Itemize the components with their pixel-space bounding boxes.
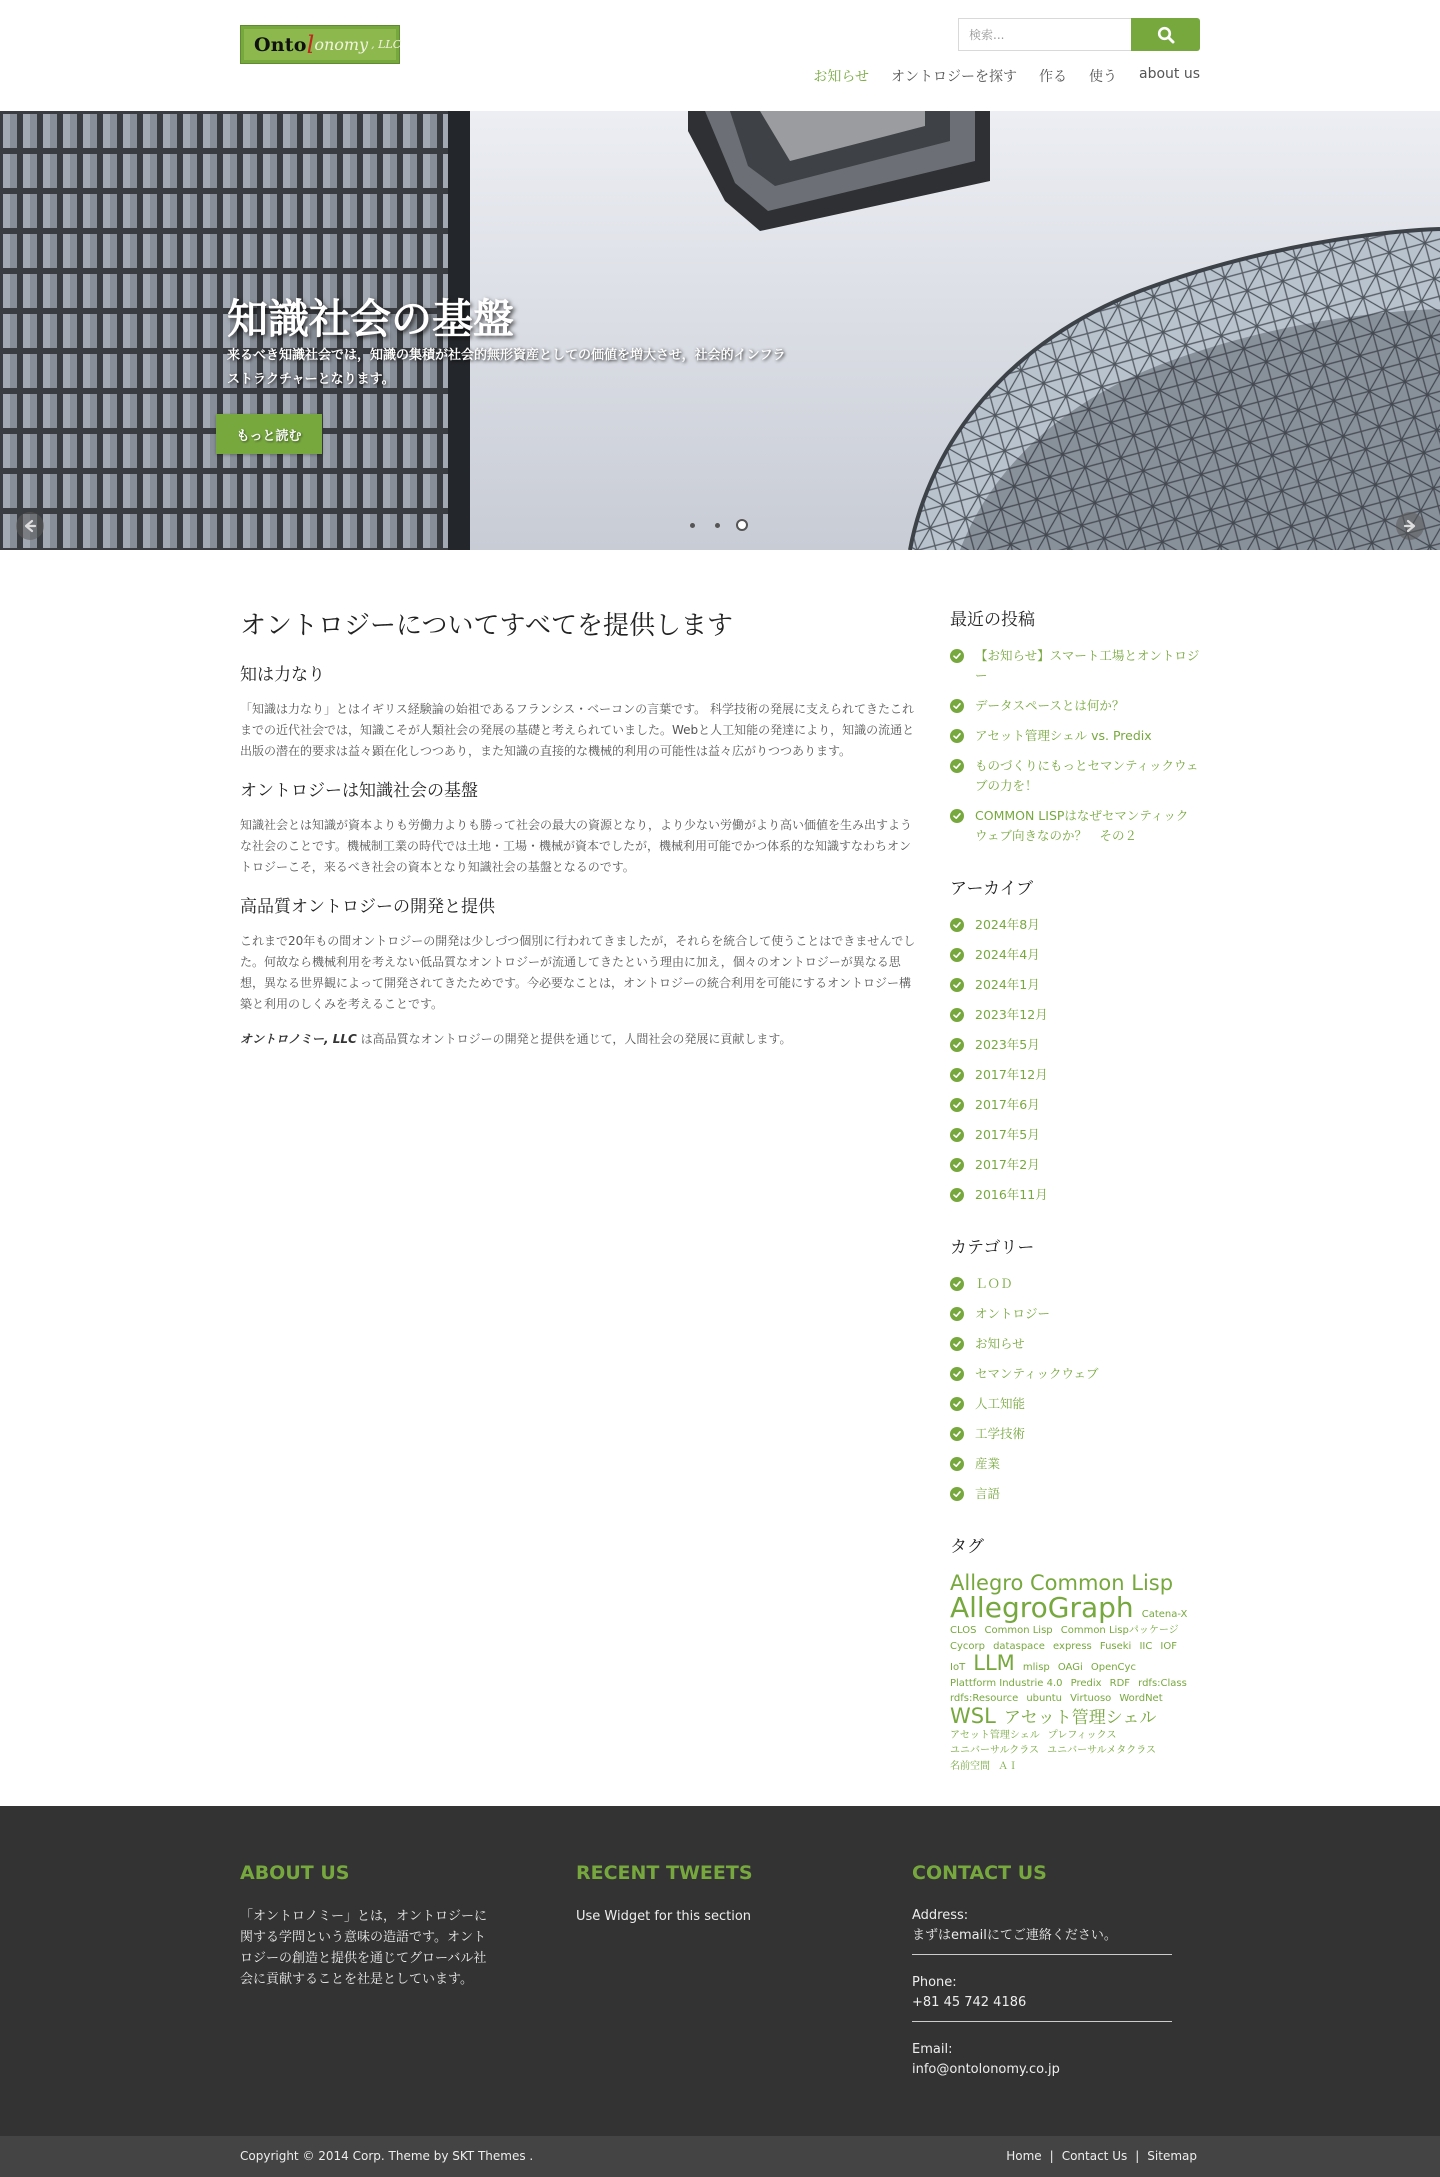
- check-circle-icon: [950, 1397, 964, 1411]
- tag-link[interactable]: rdfs:Class: [1138, 1677, 1187, 1689]
- link-separator: |: [1049, 2149, 1054, 2163]
- footer-contact: [912, 1862, 1172, 2106]
- logo-suffix-text: LLC: [378, 38, 402, 51]
- tags-widget: [950, 1532, 1200, 1773]
- recent-post-item[interactable]: [950, 806, 1200, 846]
- archive-item[interactable]: [950, 1185, 1200, 1205]
- arrow-left-icon: [22, 518, 38, 534]
- check-circle-icon: [950, 809, 964, 823]
- address-label: Address:: [912, 1908, 969, 1923]
- section-title-1: 知は力なり: [240, 665, 325, 685]
- search-placeholder: 検索...: [969, 28, 1005, 42]
- recent-posts-list: [950, 646, 1200, 846]
- nav-item-use[interactable]: 使う: [1088, 69, 1117, 85]
- check-circle-icon: [950, 1008, 964, 1022]
- category-item-label: ＬＯＤ: [975, 1276, 1013, 1291]
- site-footer: [0, 1806, 1440, 2136]
- slider-dots: [686, 519, 748, 531]
- tag-link[interactable]: Common Lisp: [984, 1625, 1053, 1636]
- tag-link[interactable]: ubuntu: [1026, 1693, 1062, 1704]
- phone-value: +81 45 742 4186: [912, 1995, 1027, 2010]
- nav-item-create[interactable]: 作る: [1038, 69, 1067, 85]
- tag-link[interactable]: IIC: [1139, 1640, 1153, 1652]
- hero-slider: [0, 111, 1440, 550]
- categories-widget: [950, 1233, 1200, 1504]
- recent-post-item[interactable]: [950, 696, 1200, 716]
- tag-link[interactable]: IoT: [950, 1662, 966, 1673]
- category-item[interactable]: [950, 1484, 1200, 1504]
- archive-item[interactable]: [950, 1155, 1200, 1175]
- archive-item-label: 2023年5月: [975, 1037, 1040, 1052]
- logo-part3: onomy: [314, 35, 369, 54]
- tag-link[interactable]: LLM: [973, 1651, 1015, 1675]
- archive-item[interactable]: [950, 975, 1200, 995]
- archive-item[interactable]: [950, 1125, 1200, 1145]
- check-circle-icon: [950, 729, 964, 743]
- check-circle-icon: [950, 918, 964, 932]
- category-item[interactable]: [950, 1274, 1200, 1294]
- check-circle-icon: [950, 1277, 964, 1291]
- prev-slide-button[interactable]: [16, 512, 44, 540]
- archive-item-label: 2024年8月: [975, 917, 1040, 932]
- section-body-1: 「知識は力なり」とはイギリス経験論の始祖であるフランシス・ベーコンの言葉です。 科学技術の発展に支えられてきたこれまでの近代社会では，知識こそが人類社会の発展の基礎と考えられていました。Webと人工知能の発達により，知識の流通と出版の潜在的要求は益々顕在化しつつあり，また知識の直接的な機械的利用の可能性は益々広がりつつあります。: [240, 702, 915, 758]
- section-body-2: 知識社会とは知識が資本よりも労働力よりも勝って社会の最大の資源となり，より少ない労働がより高い価値を生み出すような社会のことです。機械制工業の時代では土地・工場・機械が資本でしたが，機械利用可能でかつ体系的な知識すなわちオントロジーこそ，来るべき社会の資本となり知識社会の基盤となるのです。: [240, 818, 913, 874]
- main-content: [240, 605, 920, 1064]
- closing-paragraph: [240, 1029, 920, 1050]
- check-circle-icon: [950, 1098, 964, 1112]
- slide-dot-2[interactable]: [711, 519, 723, 531]
- recent-post-item[interactable]: [950, 756, 1200, 796]
- bottom-bar: [0, 2136, 1440, 2177]
- tag-link[interactable]: express: [1053, 1640, 1092, 1652]
- check-circle-icon: [950, 649, 964, 663]
- category-item[interactable]: [950, 1334, 1200, 1354]
- recent-post-item-label: アセット管理シェル vs. Predix: [975, 728, 1152, 743]
- main-nav: [802, 66, 1200, 86]
- tag-link[interactable]: プレフィックス: [1047, 1729, 1117, 1741]
- archive-item[interactable]: [950, 945, 1200, 965]
- link-separator: |: [1135, 2149, 1140, 2163]
- logo-part2: l: [306, 30, 315, 59]
- tag-link[interactable]: Catena-X: [1141, 1609, 1188, 1620]
- sidebar: [950, 605, 1200, 1801]
- tag-link[interactable]: mlisp: [1022, 1662, 1050, 1673]
- tag-link[interactable]: IOF: [1160, 1640, 1177, 1652]
- check-circle-icon: [950, 1068, 964, 1082]
- phone-label: Phone:: [912, 1975, 957, 1990]
- hero-background-image: [0, 111, 1440, 550]
- next-slide-button[interactable]: [1396, 512, 1424, 540]
- search-icon: [1157, 26, 1175, 44]
- recent-post-item-label: COMMON LISPはなぜセマンティックウェブ向きなのか？ その２: [975, 808, 1189, 843]
- footer-contact-title: CONTACT US: [912, 1862, 1047, 1884]
- category-item-label: 産業: [975, 1456, 1001, 1471]
- tag-link[interactable]: 名前空間: [950, 1760, 990, 1772]
- archives-list: [950, 915, 1200, 1205]
- recent-post-item-label: ものづくりにもっとセマンティックウェブの力を！: [975, 758, 1199, 793]
- category-item-label: オントロジー: [975, 1306, 1051, 1321]
- archive-item-label: 2017年2月: [975, 1157, 1040, 1172]
- archive-item-label: 2017年5月: [975, 1127, 1040, 1142]
- check-circle-icon: [950, 1337, 964, 1351]
- recent-post-item[interactable]: [950, 726, 1200, 746]
- tag-link[interactable]: ＡＩ: [998, 1760, 1019, 1772]
- archives-widget: [950, 874, 1200, 1205]
- check-circle-icon: [950, 1158, 964, 1172]
- nav-item-news[interactable]: お知らせ: [813, 69, 869, 85]
- site-logo[interactable]: [240, 25, 400, 64]
- contact-address: [912, 1906, 1172, 1955]
- slide-dot-3[interactable]: [736, 519, 748, 531]
- tag-link[interactable]: Cycorp: [950, 1640, 985, 1652]
- tag-link[interactable]: アセット管理シェル: [950, 1729, 1040, 1741]
- footer-link-contact[interactable]: Contact Us: [1061, 2149, 1128, 2163]
- closing-text: は高品質なオントロジーの開発と提供を通じて，人間社会の発展に貢献します。: [356, 1032, 792, 1046]
- recent-post-item-label: 【お知らせ】スマート工場とオントロジー: [975, 648, 1200, 683]
- page-title: オントロジーについてすべてを提供します: [240, 611, 733, 641]
- footer-tweets: [576, 1862, 836, 1927]
- tag-link[interactable]: WordNet: [1119, 1693, 1163, 1704]
- footer-about: [240, 1862, 500, 1990]
- tag-cloud: [950, 1573, 1200, 1773]
- tag-link[interactable]: WSL: [950, 1703, 996, 1728]
- tag-link[interactable]: Predix: [1070, 1677, 1102, 1689]
- category-item-label: 工学技術: [975, 1426, 1026, 1441]
- tag-link[interactable]: Allegro Common Lisp: [950, 1571, 1174, 1595]
- tag-link[interactable]: Fuseki: [1099, 1640, 1132, 1652]
- tag-link[interactable]: Plattform Industrie 4.0: [950, 1677, 1063, 1689]
- check-circle-icon: [950, 1427, 964, 1441]
- tag-link[interactable]: RDF: [1109, 1677, 1131, 1689]
- tag-link[interactable]: OAGi: [1057, 1662, 1083, 1673]
- logo-inner: [244, 29, 402, 60]
- categories-title: カテゴリー: [950, 1238, 1035, 1258]
- recent-posts-title: 最近の投稿: [950, 610, 1035, 630]
- category-item[interactable]: [950, 1304, 1200, 1324]
- tag-link[interactable]: OpenCyc: [1090, 1662, 1136, 1673]
- section-body-3: これまで20年もの間オントロジーの開発は少しづつ個別に行われてきましたが，それらを統合して使うことはできませんでした。何故なら機械利用を考えない低品質なオントロジーが流通してきたという理由に加え，個々のオントロジーが異なる思想，異なる世界観によって開発されてきたためです。今必要なことは，オントロジーの統合利用を可能にするオントロジー構築と利用のしくみを考えることです。: [240, 934, 916, 1011]
- email-label: Email:: [912, 2042, 953, 2057]
- check-circle-icon: [950, 1307, 964, 1321]
- category-item[interactable]: [950, 1394, 1200, 1414]
- tag-link[interactable]: Virtuoso: [1070, 1693, 1112, 1704]
- tag-link[interactable]: ユニバーサルクラス: [950, 1745, 1039, 1756]
- bottom-links: [1006, 2149, 1197, 2163]
- footer-about-title: ABOUT US: [240, 1862, 350, 1884]
- archive-item-label: 2017年12月: [975, 1067, 1048, 1082]
- category-item[interactable]: [950, 1364, 1200, 1384]
- search-input[interactable]: [958, 18, 1131, 51]
- check-circle-icon: [950, 1128, 964, 1142]
- nav-item-find-ontology[interactable]: オントロジーを探す: [890, 69, 1017, 85]
- tag-link[interactable]: rdfs:Resource: [950, 1693, 1019, 1704]
- logo-suffix: , LLC: [371, 38, 402, 51]
- category-item[interactable]: [950, 1424, 1200, 1444]
- category-item-label: 言語: [975, 1486, 1001, 1501]
- arrow-right-icon: [1402, 518, 1418, 534]
- section-title-2: オントロジーは知識社会の基盤: [240, 781, 478, 801]
- site-header: [0, 0, 1440, 111]
- company-name: オントロノミー, LLC: [240, 1032, 357, 1046]
- archive-item-label: 2017年6月: [975, 1097, 1040, 1112]
- tag-link[interactable]: ユニバーサルメタクラス: [1047, 1745, 1156, 1756]
- footer-tweets-text: Use Widget for this section: [576, 1909, 752, 1924]
- check-circle-icon: [950, 1487, 964, 1501]
- read-more-button[interactable]: もっと読む: [216, 414, 322, 454]
- tag-link[interactable]: CLOS: [950, 1625, 977, 1636]
- archive-item-label: 2016年11月: [975, 1187, 1048, 1202]
- check-circle-icon: [950, 1457, 964, 1471]
- archives-title: アーカイブ: [950, 879, 1034, 899]
- tag-link[interactable]: AllegroGraph: [950, 1591, 1134, 1624]
- footer-tweets-title: RECENT TWEETS: [576, 1862, 753, 1884]
- hero-title: 知識社会の基盤: [227, 295, 514, 343]
- category-item-label: セマンティックウェブ: [975, 1366, 1099, 1381]
- category-item-label: お知らせ: [975, 1336, 1025, 1351]
- footer-about-text: 「オントロノミー」とは，オントロジーに関する学問という意味の造語です。オントロジーの創造と提供を通じてグローバル社会に貢献することを社是としています。: [240, 1909, 488, 1987]
- recent-posts-widget: [950, 605, 1200, 846]
- archive-item-label: 2024年4月: [975, 947, 1040, 962]
- category-item-label: 人工知能: [975, 1396, 1026, 1411]
- archive-item-label: 2024年1月: [975, 977, 1040, 992]
- archive-item[interactable]: [950, 1065, 1200, 1085]
- check-circle-icon: [950, 978, 964, 992]
- check-circle-icon: [950, 1038, 964, 1052]
- categories-list: [950, 1274, 1200, 1504]
- archive-item[interactable]: [950, 1095, 1200, 1115]
- contact-email: [912, 2040, 1172, 2088]
- section-title-3: 高品質オントロジーの開発と提供: [240, 897, 495, 917]
- tags-title: タグ: [950, 1537, 984, 1557]
- footer-link-home[interactable]: Home: [1006, 2149, 1042, 2163]
- archive-item[interactable]: [950, 1035, 1200, 1055]
- search-button[interactable]: [1131, 18, 1200, 51]
- copyright-text: Copyright © 2014 Corp. Theme by SKT Themes .: [240, 2149, 534, 2163]
- logo-part1: Onto: [254, 33, 307, 56]
- archive-item[interactable]: [950, 1005, 1200, 1025]
- tag-link[interactable]: Common Lispパッケージ: [1060, 1625, 1179, 1636]
- archive-item[interactable]: [950, 915, 1200, 935]
- check-circle-icon: [950, 1188, 964, 1202]
- slide-dot-1[interactable]: [686, 519, 698, 531]
- recent-post-item[interactable]: [950, 646, 1200, 686]
- contact-phone: [912, 1973, 1172, 2022]
- address-value: まずはemailにてご連絡ください。: [912, 1928, 1117, 1943]
- tag-link[interactable]: アセット管理シェル: [1003, 1707, 1157, 1728]
- check-circle-icon: [950, 1367, 964, 1381]
- check-circle-icon: [950, 948, 964, 962]
- email-value[interactable]: info@ontolonomy.co.jp: [912, 2062, 1060, 2077]
- hero-description: 来るべき知識社会では，知識の集積が社会的無形資産としての価値を増大させ，社会的インフラストラクチャーとなります。: [227, 348, 786, 387]
- tag-link[interactable]: dataspace: [993, 1640, 1045, 1652]
- check-circle-icon: [950, 759, 964, 773]
- recent-post-item-label: データスペースとは何か？: [975, 698, 1125, 713]
- category-item[interactable]: [950, 1454, 1200, 1474]
- nav-item-about[interactable]: about us: [1138, 66, 1200, 82]
- archive-item-label: 2023年12月: [975, 1007, 1048, 1022]
- footer-link-sitemap[interactable]: Sitemap: [1147, 2149, 1197, 2163]
- check-circle-icon: [950, 699, 964, 713]
